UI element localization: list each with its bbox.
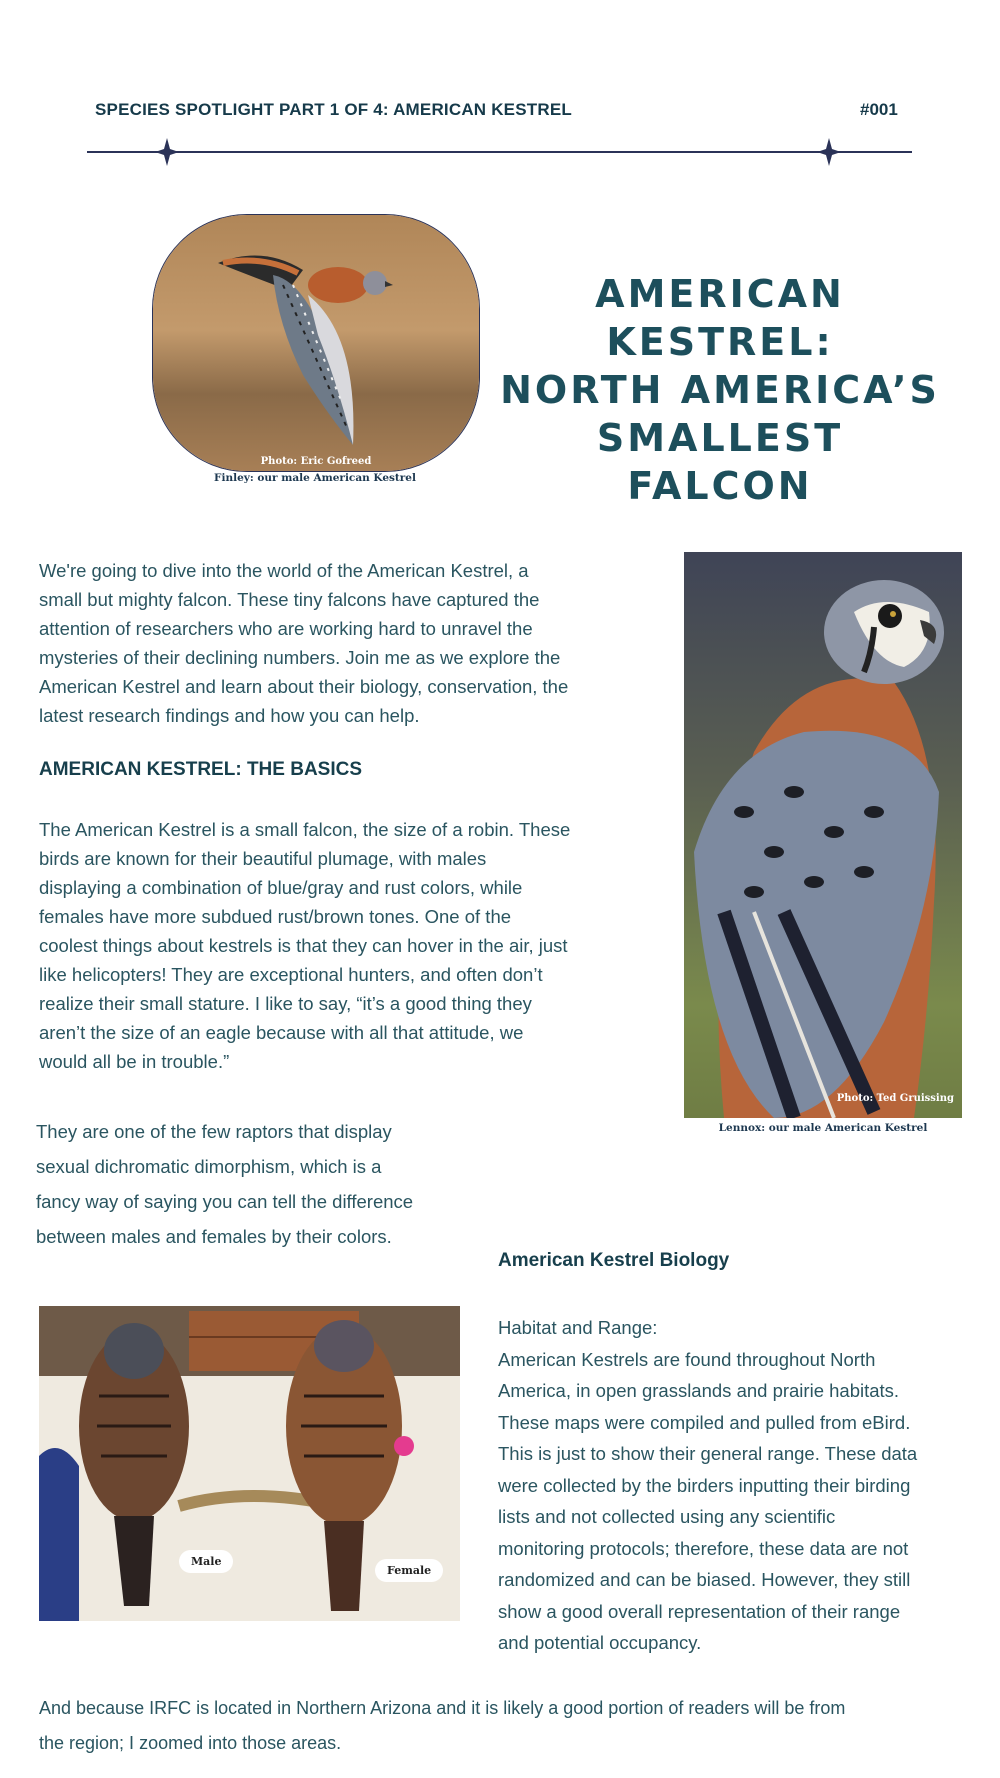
text-line: the region; I zoomed into those areas. — [39, 1733, 342, 1753]
basics-paragraph — [39, 815, 679, 1076]
text-line: fancy way of saying you can tell the difference — [36, 1191, 414, 1212]
hero-kestrel-photo — [152, 214, 480, 472]
header-divider — [87, 151, 912, 153]
text-line: show a good overall representation of their range — [498, 1600, 901, 1622]
text-line: between males and females by their colors. — [36, 1226, 392, 1247]
issue-number: #001 — [860, 100, 898, 119]
text-line: like helicopters! They are exceptional hunters, and often don’t — [39, 964, 543, 985]
basics-heading: AMERICAN KESTREL: THE BASICS — [39, 759, 363, 780]
text-line: latest research findings and how you can help. — [39, 705, 420, 726]
page-title — [500, 270, 940, 510]
title-line: SMALLEST FALCON — [596, 416, 844, 508]
text-line: lists and not collected using any scientific — [498, 1506, 836, 1527]
text-line: We're going to dive into the world of the American Kestrel, a — [39, 560, 529, 581]
star-icon — [817, 138, 841, 166]
text-line: coolest things about kestrels is that they can hover in the air, just — [39, 935, 568, 956]
closing-paragraph — [39, 1691, 984, 1761]
text-line: would all be in trouble.” — [39, 1051, 230, 1072]
text-line: And because IRFC is located in Northern Arizona and it is likely a good portion of readers will be from — [39, 1698, 846, 1718]
text-line: monitoring protocols; therefore, these data are not — [498, 1537, 909, 1559]
text-line: displaying a combination of blue/gray and rust colors, while — [39, 877, 523, 898]
biology-paragraph — [498, 1312, 978, 1659]
text-line: females have more subdued rust/brown tones. One of the — [39, 906, 512, 927]
title-line: NORTH AMERICA’S — [500, 368, 940, 412]
text-line: These maps were compiled and pulled from eBird. — [498, 1411, 911, 1433]
text-line: They are one of the few raptors that display — [36, 1121, 392, 1142]
star-icon — [155, 138, 179, 166]
title-line: AMERICAN KESTREL: — [595, 272, 845, 364]
text-line: birds are known for their beautiful plumage, with males — [39, 848, 487, 869]
dimorphism-paragraph — [36, 1114, 496, 1254]
text-line: sexual dichromatic dimorphism, which is a — [36, 1156, 382, 1177]
series-title: SPECIES SPOTLIGHT PART 1 OF 4: AMERICAN KESTREL — [95, 100, 572, 119]
text-line: The American Kestrel is a small falcon, the size of a robin. These — [39, 819, 571, 840]
lennox-kestrel-photo — [684, 552, 962, 1118]
text-line: This is just to show their general range. These data — [498, 1443, 918, 1464]
text-line: Habitat and Range: — [498, 1317, 658, 1338]
male-female-comparison-photo — [39, 1306, 460, 1621]
text-line: mysteries of their declining numbers. Join me as we explore the — [39, 647, 561, 668]
lennox-caption: Lennox: our male American Kestrel — [718, 1122, 928, 1134]
female-label: Female — [375, 1559, 443, 1582]
photo-credit: Photo: Eric Gofreed — [260, 456, 372, 467]
text-line: small but mighty falcon. These tiny falcons have captured the — [39, 589, 540, 610]
text-line: attention of researchers who are working hard to unravel the — [39, 618, 533, 639]
hero-caption: Finley: our male American Kestrel — [214, 472, 416, 484]
text-line: and potential occupancy. — [498, 1632, 702, 1653]
text-line: aren’t the size of an eagle because with all that attitude, we — [39, 1022, 524, 1043]
text-line: America, in open grasslands and prairie habitats. — [498, 1380, 900, 1401]
text-line: American Kestrels are found throughout North — [498, 1348, 876, 1370]
text-line: realize their small stature. I like to say, “it’s a good thing they — [39, 993, 532, 1014]
biology-heading: American Kestrel Biology — [498, 1250, 730, 1271]
intro-paragraph — [39, 556, 679, 730]
text-line: randomized and can be biased. However, they still — [498, 1569, 911, 1590]
photo-credit: Photo: Ted Gruissing — [836, 1093, 954, 1104]
text-line: were collected by the birders inputting their birding — [498, 1474, 911, 1496]
male-label: Male — [179, 1550, 233, 1573]
text-line: American Kestrel and learn about their biology, conservation, the — [39, 676, 569, 697]
